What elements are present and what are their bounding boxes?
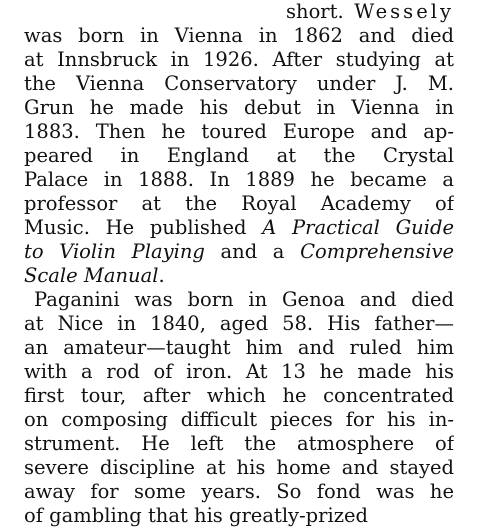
italic-title-text: Scale Manual — [24, 264, 159, 287]
italic-title-text: Comprehensive — [300, 240, 454, 263]
text-line — [24, 456, 454, 480]
text-segment: at Innsbruck in 1926. After studying at — [24, 48, 454, 71]
text-segment: at Nice in 1840, aged 58. His father— — [24, 312, 454, 335]
text-line — [24, 144, 454, 168]
italic-title-text: A Practical Guide — [262, 216, 454, 239]
text-segment: an amateur—taught him and ruled him — [24, 336, 454, 359]
text-line — [286, 0, 454, 24]
text-line — [24, 24, 454, 48]
text-line — [34, 288, 454, 312]
text-segment: Music. He published — [24, 216, 263, 239]
text-line — [24, 408, 454, 432]
text-segment: Paganini was born in Genoa and died — [34, 288, 454, 311]
text-segment: short. — [286, 0, 355, 23]
text-line — [24, 216, 454, 240]
text-segment: severe discipline at his home and stayed — [24, 456, 454, 479]
text-line — [24, 240, 454, 264]
text-segment: strument. He left the atmosphere of — [24, 432, 454, 455]
italic-title-text: to Violin Playing — [24, 240, 205, 263]
text-line — [24, 264, 454, 288]
text-segment: first tour, after which he concentrated — [24, 384, 454, 407]
text-line — [24, 336, 454, 360]
text-line — [24, 312, 454, 336]
text-line — [24, 504, 454, 528]
text-line — [24, 48, 454, 72]
text-segment: the Vienna Conservatory under J. M. — [24, 72, 454, 95]
text-segment: peared in England at the Crystal — [24, 144, 454, 167]
text-segment: with a rod of iron. At 13 he made his — [24, 360, 454, 383]
text-segment: and a — [204, 240, 301, 263]
text-line — [24, 96, 454, 120]
text-segment: professor at the Royal Academy of — [24, 192, 454, 215]
text-segment: was born in Vienna in 1862 and died — [24, 24, 454, 47]
text-line — [24, 120, 454, 144]
text-line — [24, 192, 454, 216]
text-line — [24, 168, 454, 192]
text-segment: of gambling that his greatly-prized — [24, 504, 368, 527]
text-segment: Grun he made his debut in Vienna in — [24, 96, 454, 119]
text-segment: Palace in 1888. In 1889 he became a — [24, 168, 454, 191]
text-line — [24, 384, 454, 408]
text-segment: on composing difficult pieces for his in- — [24, 408, 454, 431]
text-line — [24, 432, 454, 456]
text-segment: 1883. Then he toured Europe and ap- — [24, 120, 454, 143]
text-segment: Wessely — [354, 0, 454, 23]
text-line — [24, 360, 454, 384]
text-segment: . — [158, 264, 165, 287]
text-segment: away for some years. So fond was he — [24, 480, 454, 503]
text-line — [24, 72, 454, 96]
text-line — [24, 480, 454, 504]
